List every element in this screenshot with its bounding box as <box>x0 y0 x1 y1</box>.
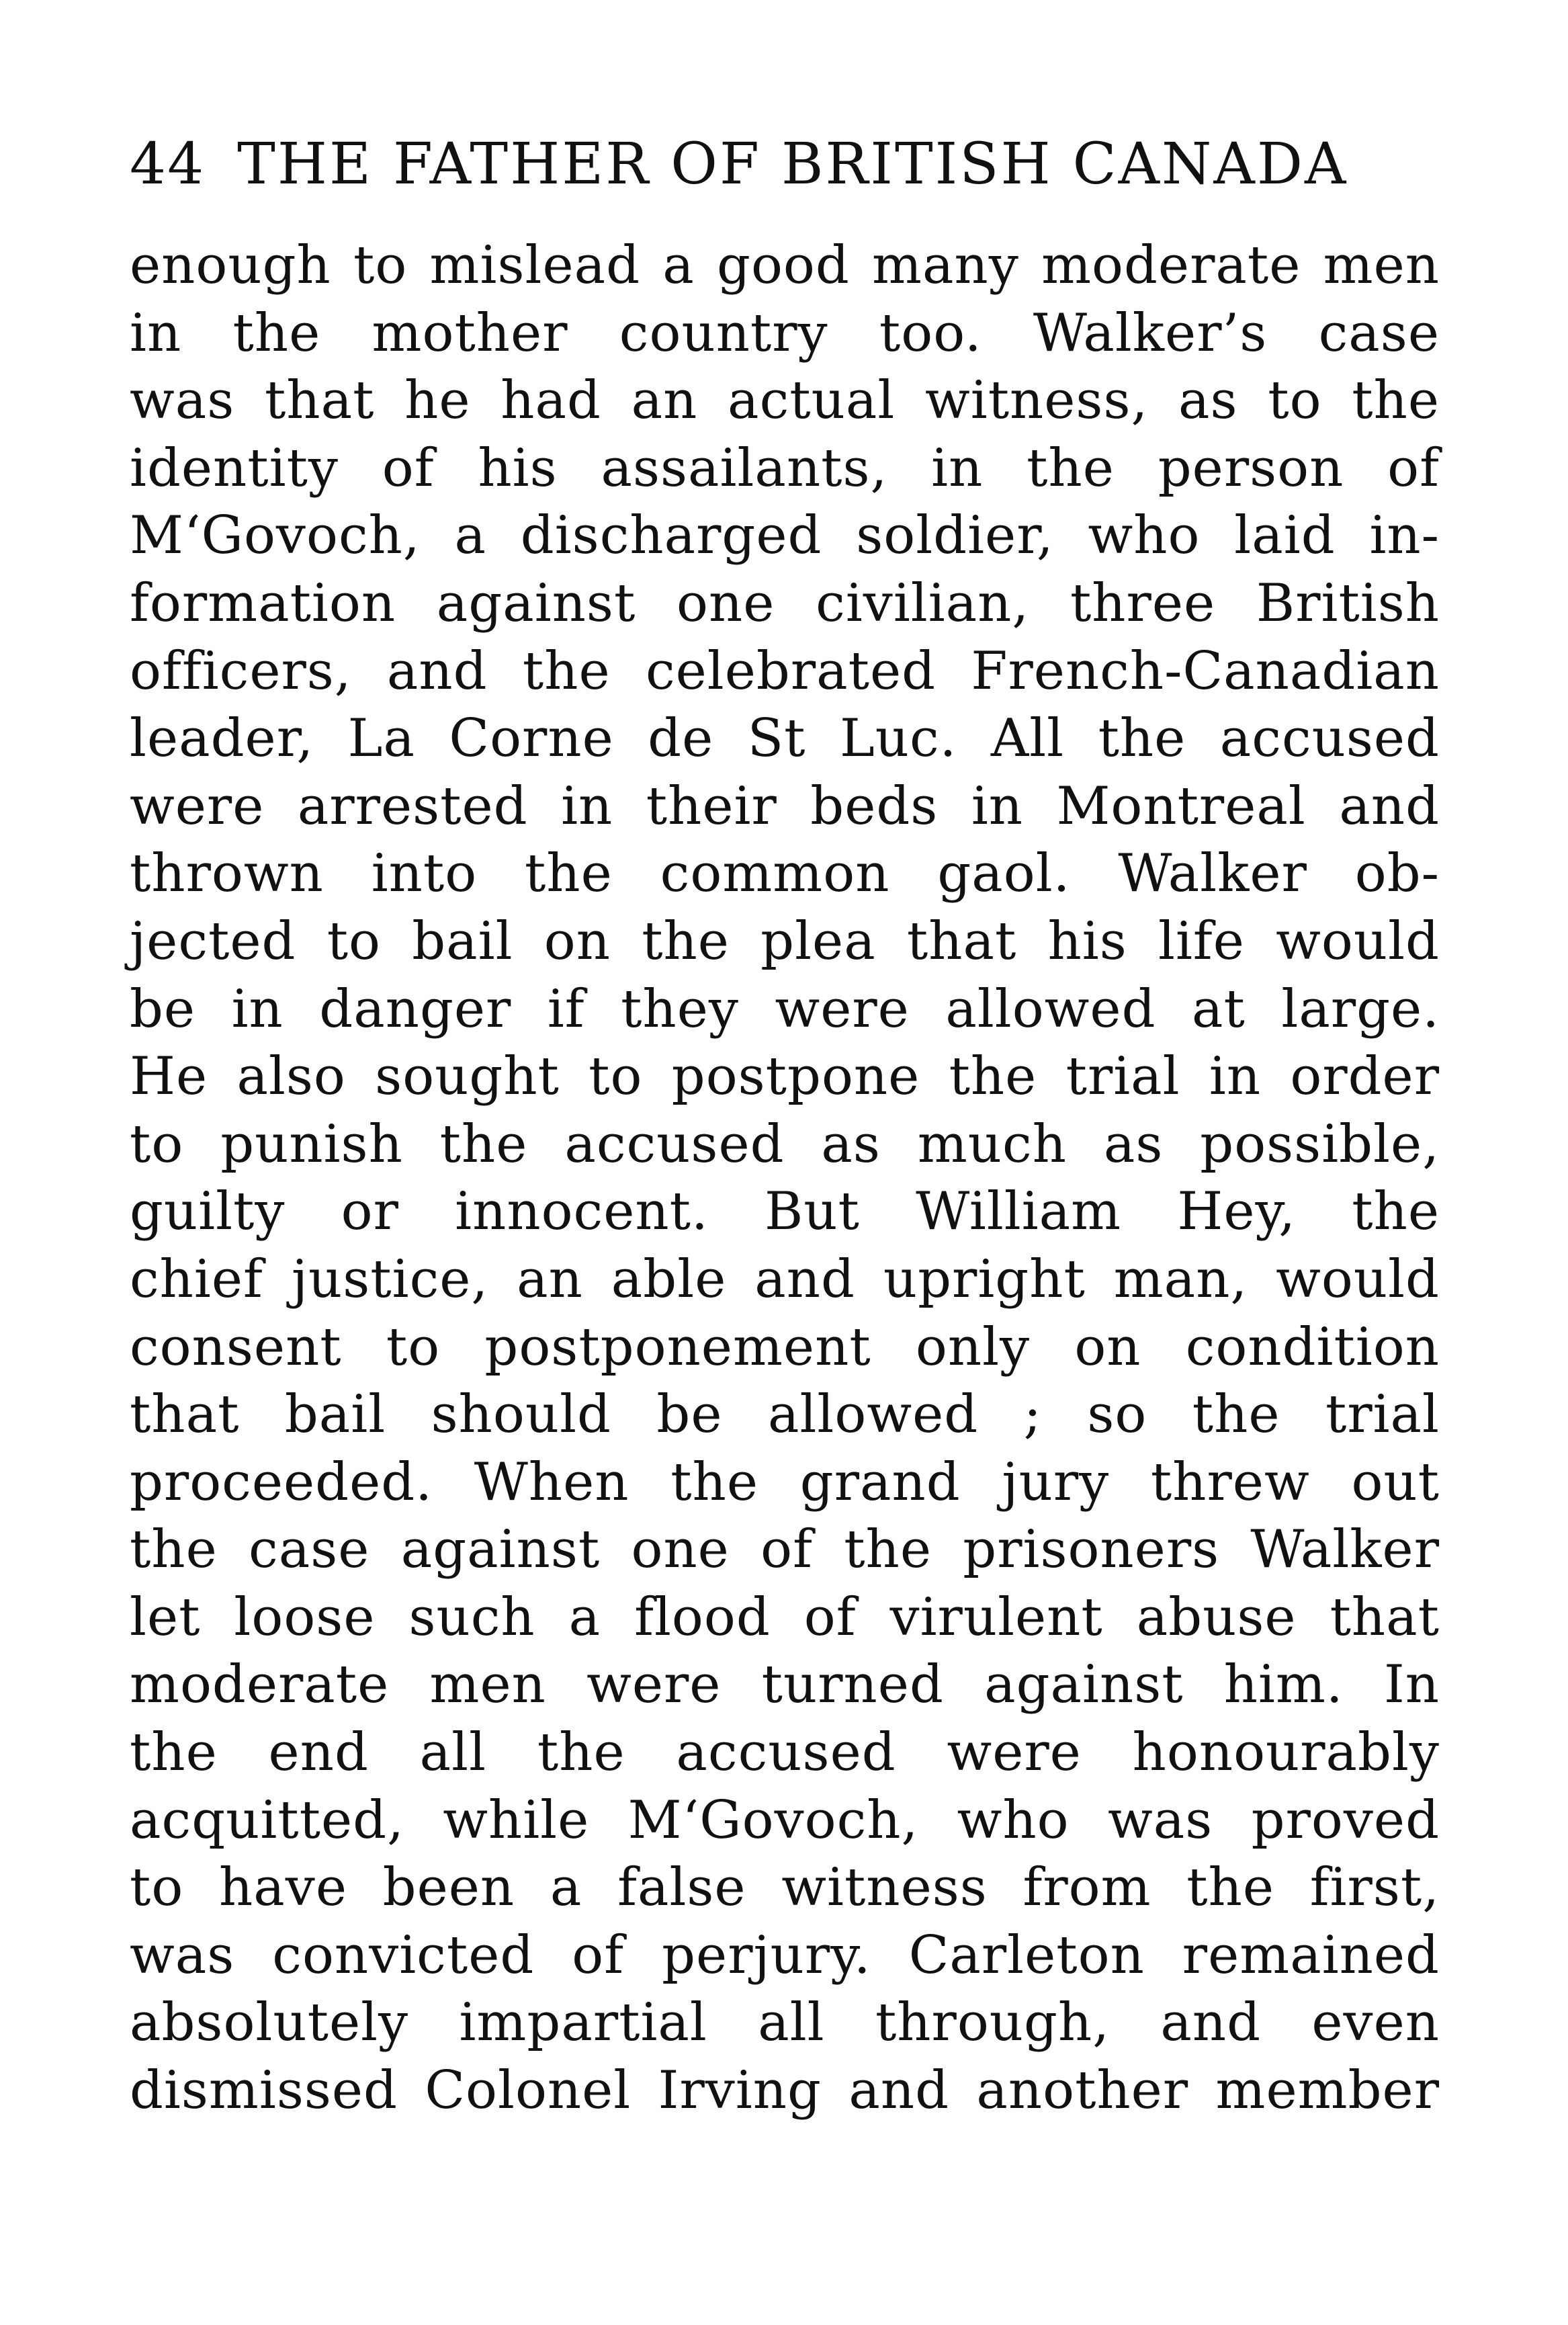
text-line: proceeded. When the grand jury threw out <box>130 1451 1440 1513</box>
text-line: let loose such a flood of virulent abuse that <box>130 1587 1440 1648</box>
page-number: 44 <box>130 131 206 198</box>
running-title: THE FATHER OF BRITISH CANADA <box>237 131 1348 198</box>
text-line: to punish the accused as much as possible, <box>130 1113 1440 1175</box>
text-line: formation against one civilian, three British <box>130 573 1440 634</box>
text-line: acquitted, while M‘Govoch, who was proved <box>130 1789 1440 1851</box>
text-line: moderate men were turned against him. In <box>130 1654 1440 1716</box>
text-line: be in danger if they were allowed at large. <box>130 978 1440 1040</box>
text-line: in the mother country too. Walker’s case <box>130 302 1440 364</box>
text-line: the end all the accused were honourably <box>130 1722 1440 1783</box>
page-header <box>130 128 1440 202</box>
text-line: consent to postponement only on condition <box>130 1316 1440 1378</box>
text-line: He also sought to postpone the trial in order <box>130 1046 1440 1107</box>
text-line: guilty or innocent. But William Hey, the <box>130 1181 1440 1242</box>
text-line: were arrested in their beds in Montreal and <box>130 775 1440 837</box>
text-line: the case against one of the prisoners Walker <box>130 1519 1440 1580</box>
text-line: was that he had an actual witness, as to the <box>130 370 1440 431</box>
text-line: thrown into the common gaol. Walker ob- <box>130 843 1440 904</box>
text-line: was convicted of perjury. Carleton remained <box>130 1925 1440 1986</box>
text-line: officers, and the celebrated French-Canadian <box>130 640 1440 702</box>
text-line: absolutely impartial all through, and even <box>130 1992 1440 2054</box>
text-line: M‘Govoch, a discharged soldier, who laid in- <box>130 505 1440 566</box>
text-line: enough to mislead a good many moderate men <box>130 235 1440 296</box>
text-line: chief justice, an able and upright man, would <box>130 1249 1440 1310</box>
text-line: identity of his assailants, in the person of <box>130 437 1440 499</box>
text-line: to have been a false witness from the first, <box>130 1857 1440 1918</box>
text-line: that bail should be allowed ; so the trial <box>130 1384 1440 1445</box>
text-line: jected to bail on the plea that his life would <box>130 911 1440 972</box>
text-line: leader, La Corne de St Luc. All the accused <box>130 708 1440 769</box>
text-line: dismissed Colonel Irving and another member <box>130 2060 1440 2121</box>
body-text <box>130 232 1440 2125</box>
